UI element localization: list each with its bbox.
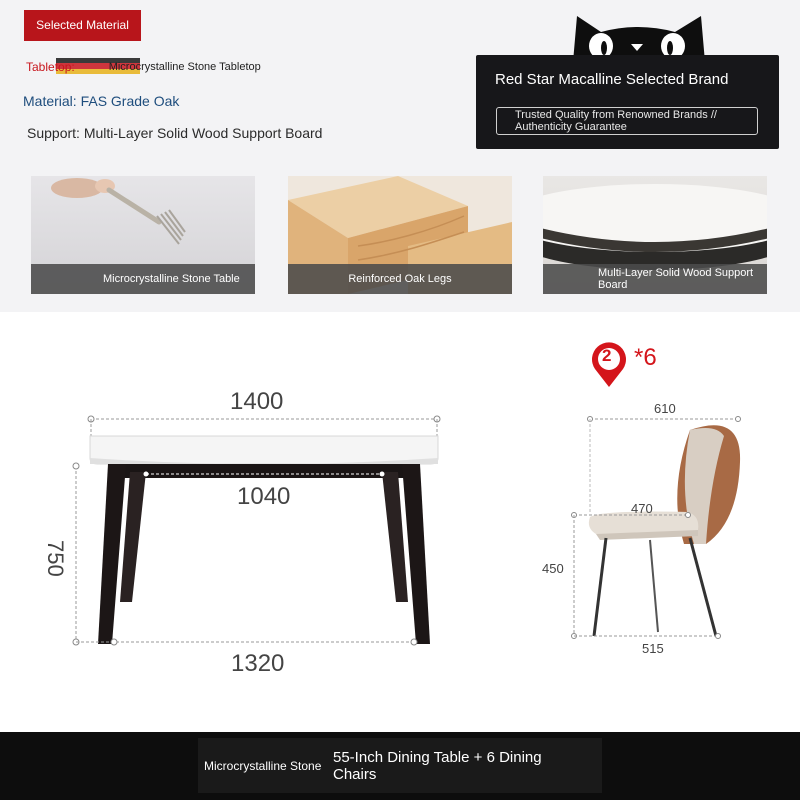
bottom-product-title: 55-Inch Dining Table + 6 Dining Chairs (333, 749, 542, 783)
material-section (0, 0, 800, 312)
card-caption: Multi-Layer Solid Wood Support Board (543, 264, 767, 294)
brand-subtitle: Trusted Quality from Renowned Brands // Authenticity Guarantee (496, 107, 758, 135)
tabletop-label: Tabletop: (26, 60, 75, 74)
chair-seat-depth-label: 470 (631, 501, 653, 516)
tabletop-row (26, 58, 261, 76)
table-width-label: 1400 (230, 388, 284, 415)
bottom-banner (0, 732, 800, 800)
card-support-board (543, 176, 767, 294)
chair-quantity: *6 (634, 344, 657, 371)
brand-box (476, 55, 779, 149)
chair-seat-height-label: 450 (542, 561, 564, 576)
material-text: Material: FAS Grade Oak (23, 93, 180, 109)
card-caption: Reinforced Oak Legs (288, 264, 512, 294)
tabletop-value: Microcrystalline Stone Tabletop (108, 61, 261, 73)
brand-title: Red Star Macalline Selected Brand (495, 71, 729, 88)
chair-badge-number: 2 (602, 346, 612, 365)
support-text: Support: Multi-Layer Solid Wood Support Board (27, 125, 323, 141)
table-height-label: 750 (43, 540, 68, 577)
card-oak-legs (288, 176, 512, 294)
card-stone-tabletop (31, 176, 255, 294)
table-inner-width-label: 1040 (237, 483, 291, 510)
selected-material-badge: Selected Material (24, 10, 141, 41)
chair-base-label: 515 (642, 641, 664, 656)
chair-width-label: 610 (654, 401, 676, 416)
bottom-material-text: Microcrystalline Stone (204, 759, 322, 773)
card-caption: Microcrystalline Stone Table (31, 264, 255, 294)
dimension-section (0, 312, 800, 732)
table-base-label: 1320 (231, 650, 285, 677)
chair-diagram (0, 312, 800, 732)
